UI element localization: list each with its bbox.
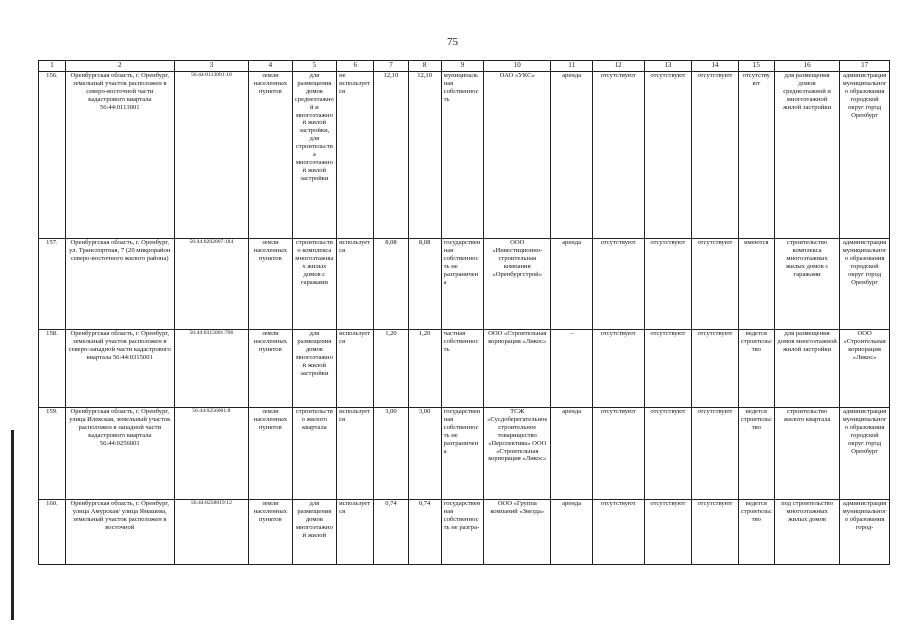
cell-area-free: 3,00 xyxy=(408,408,441,500)
cell-col15: ведется строительство xyxy=(738,500,774,565)
cell-cadastral-number: 56:44:0202007:184 xyxy=(174,239,249,330)
col-header: 5 xyxy=(292,61,337,72)
col-header: 4 xyxy=(249,61,292,72)
cell-area-free: 12,10 xyxy=(408,72,441,239)
col-header: 13 xyxy=(644,61,692,72)
cell-permitted-use: строительство жилого квартала xyxy=(292,408,337,500)
row-number: 159. xyxy=(39,408,66,500)
binding-edge-mark xyxy=(11,430,14,620)
cell-holder: ОАО «УКС» xyxy=(484,72,551,239)
cell-col15: ведется строительство xyxy=(738,330,774,408)
col-header: 12 xyxy=(592,61,644,72)
cell-permitted-use: для размещения домов многоэтажной жилой xyxy=(292,500,337,565)
cell-area-total: 12,10 xyxy=(374,72,408,239)
col-header: 3 xyxy=(174,61,249,72)
cell-area-free: 1,20 xyxy=(408,330,441,408)
cell-area-free: 8,08 xyxy=(408,239,441,330)
cell-usage-status: используется xyxy=(337,408,374,500)
col-header: 14 xyxy=(692,61,739,72)
cell-col12: отсутствуют xyxy=(592,500,644,565)
row-number: 156. xyxy=(39,72,66,239)
col-header: 6 xyxy=(337,61,374,72)
cell-holder: ООО «Инвестиционно-строительная компания «Оренбургстрой» xyxy=(484,239,551,330)
cell-cadastral-number: 56:44:0113001:10 xyxy=(174,72,249,239)
cell-ownership-form: муниципальная собственность xyxy=(441,72,483,239)
cell-ownership-form: государственная собственность не разграничена xyxy=(441,408,483,500)
cell-col12: отсутствуют xyxy=(592,72,644,239)
cell-col15: отсутствуют xyxy=(738,72,774,239)
cell-location: Оренбургская область, г. Оренбург, земельный участок расположен в северо-восточной части кадастрового квартала 56:44:0113001 xyxy=(65,72,174,239)
col-header: 1 xyxy=(39,61,66,72)
cell-purpose: под строительство многоэтажных жилых домов xyxy=(774,500,839,565)
row-number: 157. xyxy=(39,239,66,330)
cell-cadastral-number: 56:44:0315001:706 xyxy=(174,330,249,408)
cell-ownership-form: государственная собственность не разграничена xyxy=(441,239,483,330)
col-header: 11 xyxy=(551,61,592,72)
cell-authority: администрация муниципального образования городской округ город Оренбург xyxy=(840,408,890,500)
cell-holder: ТСЖ «Сусдоберегательное строительное товарищество «Перспектива» ООО «Строительная корпорация «Ликос» xyxy=(484,408,551,500)
cell-area-total: 8,08 xyxy=(374,239,408,330)
cell-usage-status: используется xyxy=(337,330,374,408)
col-header: 2 xyxy=(65,61,174,72)
cell-col15: ведется строительство xyxy=(738,408,774,500)
land-plots-table xyxy=(38,60,890,565)
page-number: 75 xyxy=(447,36,458,48)
cell-col13: отсутствуют xyxy=(644,72,692,239)
cell-right-type: аренда xyxy=(551,72,592,239)
table-row xyxy=(39,500,890,565)
cell-location: Оренбургская область, г. Оренбург, улица Илекская, земельный участок расположен в западной части кадастрового квартала 56:44:0256001 xyxy=(65,408,174,500)
cell-area-free: 0,74 xyxy=(408,500,441,565)
cell-col12: отсутствуют xyxy=(592,239,644,330)
col-header: 8 xyxy=(408,61,441,72)
cell-authority: администрация муниципального образования город- xyxy=(840,500,890,565)
cell-land-category: земли населенных пунктов xyxy=(249,500,292,565)
col-header: 16 xyxy=(774,61,839,72)
cell-permitted-use: для размещения домов многоэтажной жилой застройки xyxy=(292,330,337,408)
cell-usage-status: не используется xyxy=(337,72,374,239)
cell-purpose: для размещения домов среднеэтажной и многоэтажной жилой застройки xyxy=(774,72,839,239)
cell-col14: отсутствуют xyxy=(692,239,739,330)
cell-col13: отсутствуют xyxy=(644,239,692,330)
cell-col14: отсутствуют xyxy=(692,72,739,239)
cell-location: Оренбургская область, г. Оренбург, улица Амурская/ улица Ямашева, земельный участок расположен в восточной xyxy=(65,500,174,565)
cell-right-type: - xyxy=(551,330,592,408)
cell-right-type: аренда xyxy=(551,408,592,500)
cell-authority: администрация муниципального образования городской округ город Оренбург xyxy=(840,72,890,239)
cell-col13: отсутствуют xyxy=(644,500,692,565)
cell-authority: ООО «Строительная корпорация «Ликос» xyxy=(840,330,890,408)
cell-cadastral-number: 56:44:0258019:12 xyxy=(174,500,249,565)
cell-area-total: 3,00 xyxy=(374,408,408,500)
cell-right-type: аренда xyxy=(551,500,592,565)
cell-cadastral-number: 56:44:0256001:8 xyxy=(174,408,249,500)
table-row xyxy=(39,239,890,330)
cell-permitted-use: для размещения домов среднеэтажной и многоэтажной жилой застройки, для строительства многоэтажной жилой застройки xyxy=(292,72,337,239)
cell-holder: ООО «Строительная корпорация «Ликос» xyxy=(484,330,551,408)
cell-col12: отсутствуют xyxy=(592,408,644,500)
cell-ownership-form: частная собственность xyxy=(441,330,483,408)
cell-col14: отсутствуют xyxy=(692,408,739,500)
column-number-row xyxy=(39,61,890,72)
col-header: 9 xyxy=(441,61,483,72)
cell-location: Оренбургская область, г. Оренбург, ул. Транспортная, 7 (20 микрорайон северо-восточного жилого района) xyxy=(65,239,174,330)
cell-purpose: для размещения домов многоэтажной жилой застройки xyxy=(774,330,839,408)
cell-right-type: аренда xyxy=(551,239,592,330)
cell-col14: отсутствуют xyxy=(692,500,739,565)
cell-col14: отсутствуют xyxy=(692,330,739,408)
cell-holder: ООО «Группа компаний «Звезда» xyxy=(484,500,551,565)
cell-purpose: строительство комплекса многоэтажных жилых домов с гаражами xyxy=(774,239,839,330)
cell-location: Оренбургская область, г. Оренбург, земельный участок расположен в северо-западной части кадастрового квартала 56:44:0315001 xyxy=(65,330,174,408)
cell-land-category: земли населенных пунктов xyxy=(249,239,292,330)
col-header: 7 xyxy=(374,61,408,72)
cell-col15: имеются xyxy=(738,239,774,330)
row-number: 160. xyxy=(39,500,66,565)
table-row xyxy=(39,72,890,239)
cell-usage-status: используется xyxy=(337,239,374,330)
cell-col13: отсутствуют xyxy=(644,408,692,500)
cell-col13: отсутствуют xyxy=(644,330,692,408)
table-row xyxy=(39,408,890,500)
cell-area-total: 0,74 xyxy=(374,500,408,565)
table-row xyxy=(39,330,890,408)
cell-col12: отсутствуют xyxy=(592,330,644,408)
cell-authority: администрация муниципального образования городской округ город Оренбург xyxy=(840,239,890,330)
cell-land-category: земли населенных пунктов xyxy=(249,330,292,408)
row-number: 158. xyxy=(39,330,66,408)
cell-land-category: земли населенных пунктов xyxy=(249,408,292,500)
cell-permitted-use: строительство комплекса многоэтажных жилых домов с гаражами xyxy=(292,239,337,330)
cell-land-category: земли населенных пунктов xyxy=(249,72,292,239)
cell-ownership-form: государственная собственность не разгра- xyxy=(441,500,483,565)
col-header: 17 xyxy=(840,61,890,72)
col-header: 15 xyxy=(738,61,774,72)
col-header: 10 xyxy=(484,61,551,72)
cell-area-total: 1,20 xyxy=(374,330,408,408)
cell-purpose: строительство жилого квартала xyxy=(774,408,839,500)
cell-usage-status: используется xyxy=(337,500,374,565)
